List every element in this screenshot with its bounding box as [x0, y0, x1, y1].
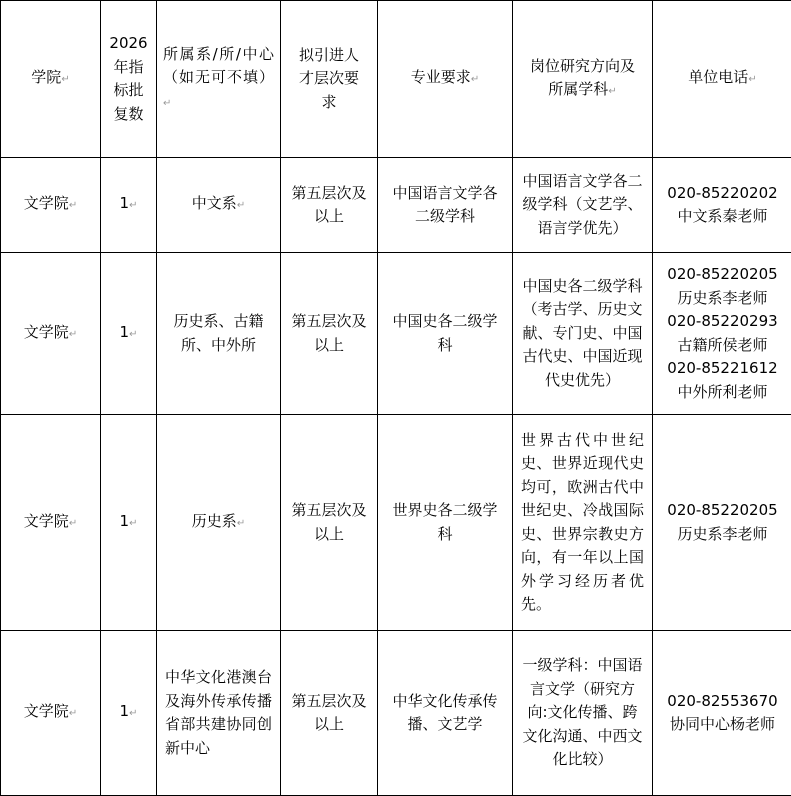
- header-talent-level: 拟引进人才层次要求: [281, 1, 378, 158]
- cell-quota: 1↵: [101, 415, 157, 631]
- cell-research-direction: 中国史各二级学科（考古学、历史文献、专门史、中国古代史、中国近现代史优先）: [513, 253, 653, 415]
- header-phone: 单位电话↵: [653, 1, 791, 158]
- cell-department: 历史系、古籍所、中外所: [157, 253, 281, 415]
- cell-research-direction: 一级学科：中国语言文学（研究方向:文化传播、跨文化沟通、中西文化比较）: [513, 631, 653, 796]
- cell-quota: 1↵: [101, 631, 157, 796]
- cell-department: 历史系↵: [157, 415, 281, 631]
- table-row: [1, 253, 791, 415]
- cell-major-requirement: 中国语言文学各二级学科: [378, 158, 513, 253]
- cell-quota: 1↵: [101, 253, 157, 415]
- cell-college: 文学院↵: [1, 415, 101, 631]
- table-row: [1, 415, 791, 631]
- cell-research-direction: 中国语言文学各二级学科（文艺学、语言学优先）: [513, 158, 653, 253]
- header-research-direction: 岗位研究方向及所属学科↵: [513, 1, 653, 158]
- cell-talent-level: 第五层次及以上: [281, 158, 378, 253]
- header-department: 所属系/所/中心（如无可不填）↵: [157, 1, 281, 158]
- cell-major-requirement: 中华文化传承传播、文艺学: [378, 631, 513, 796]
- table-row: [1, 631, 791, 796]
- cell-talent-level: 第五层次及以上: [281, 253, 378, 415]
- table-row: [1, 158, 791, 253]
- table-header-row: [1, 1, 791, 158]
- header-college: 学院↵: [1, 1, 101, 158]
- cell-department: 中华文化港澳台及海外传承传播省部共建协同创新中心: [157, 631, 281, 796]
- cell-major-requirement: 中国史各二级学科: [378, 253, 513, 415]
- cell-phone: 020-82553670 协同中心杨老师: [653, 631, 791, 796]
- cell-major-requirement: 世界史各二级学科: [378, 415, 513, 631]
- cell-college: 文学院↵: [1, 631, 101, 796]
- header-major-requirement: 专业要求↵: [378, 1, 513, 158]
- cell-department: 中文系↵: [157, 158, 281, 253]
- cell-quota: 1↵: [101, 158, 157, 253]
- cell-college: 文学院↵: [1, 158, 101, 253]
- header-quota: 2026年指标批复数: [101, 1, 157, 158]
- cell-phone: 020-85220202 中文系秦老师: [653, 158, 791, 253]
- cell-talent-level: 第五层次及以上: [281, 631, 378, 796]
- cell-phone: 020-85220205 历史系李老师: [653, 415, 791, 631]
- cell-college: 文学院↵: [1, 253, 101, 415]
- cell-research-direction: 世界古代中世纪史、世界近现代史均可，欧洲古代中世纪史、冷战国际史、世界宗教史方向，有一年以上国外学习经历者优先。: [513, 415, 653, 631]
- cell-phone: 020-85220205 历史系李老师 020-85220293 古籍所侯老师 020-85221612 中外所利老师: [653, 253, 791, 415]
- cell-talent-level: 第五层次及以上: [281, 415, 378, 631]
